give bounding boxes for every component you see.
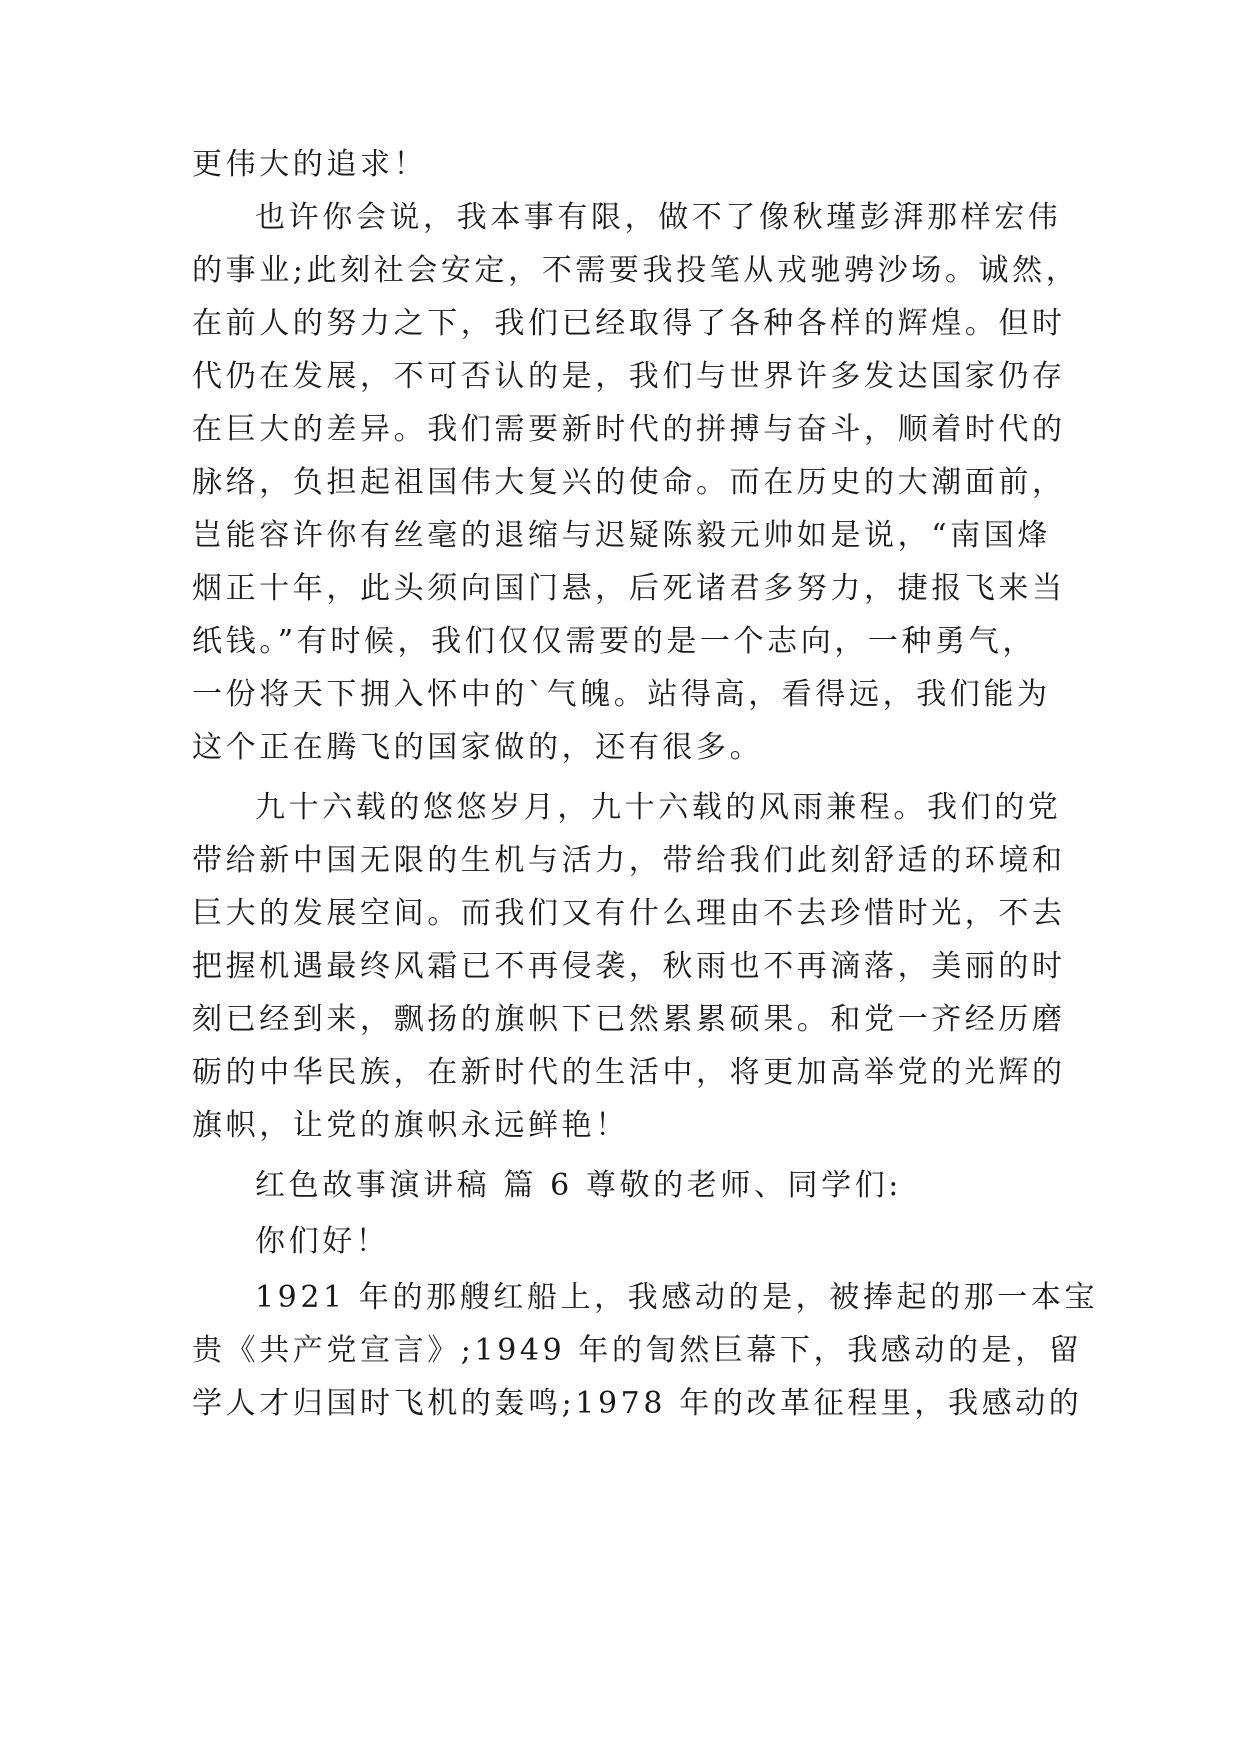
paragraph-start-line: 也许你会说，我本事有限，做不了像秋瑾彭湃那样宏伟 bbox=[255, 200, 1062, 235]
text-line: 纸钱。”有时候，我们仅仅需要的是一个志向，一种勇气， bbox=[192, 624, 1036, 659]
text-line: 在巨大的差异。我们需要新时代的拼搏与奋斗，顺着时代的 bbox=[192, 412, 1066, 447]
text-line: 学人才归国时飞机的轰鸣;1978 年的改革征程里，我感动的 bbox=[192, 1386, 1083, 1421]
text-line: 刻已经到来，飘扬的旗帜下已然累累硕果。和党一齐经历磨 bbox=[192, 1002, 1066, 1037]
text-line: 把握机遇最终风霜已不再侵袭，秋雨也不再滴落，美丽的时 bbox=[192, 949, 1066, 984]
text-line: 烟正十年，此头须向国门悬，后死诸君多努力，捷报飞来当 bbox=[192, 571, 1066, 606]
text-line: 在前人的努力之下，我们已经取得了各种各样的辉煌。但时 bbox=[192, 306, 1066, 341]
text-line: 巨大的发展空间。而我们又有什么理由不去珍惜时光，不去 bbox=[192, 896, 1066, 931]
text-line: 岂能容许你有丝毫的退缩与迟疑陈毅元帅如是说，“南国烽 bbox=[192, 518, 1051, 553]
text-line: 贵《共产党宣言》;1949 年的訇然巨幕下，我感动的是，留 bbox=[192, 1333, 1083, 1368]
greeting-line: 你们好！ bbox=[255, 1224, 390, 1259]
paragraph-start-line: 九十六载的悠悠岁月，九十六载的风雨兼程。我们的党 bbox=[255, 790, 1062, 825]
text-line: 的事业;此刻社会安定，不需要我投笔从戎驰骋沙场。诚然， bbox=[192, 253, 1080, 288]
text-line: 一份将天下拥入怀中的`气魄。站得高，看得远，我们能为 bbox=[192, 677, 1051, 712]
text-line: 代仍在发展，不可否认的是，我们与世界许多发达国家仍存 bbox=[192, 359, 1066, 394]
text-line: 更伟大的追求！ bbox=[192, 147, 428, 182]
section-heading: 红色故事演讲稿 篇 6 尊敬的老师、同学们: bbox=[255, 1168, 903, 1203]
text-line: 这个正在腾飞的国家做的，还有很多。 bbox=[192, 730, 764, 765]
text-line: 旗帜，让党的旗帜永远鲜艳！ bbox=[192, 1108, 629, 1143]
paragraph-start-line: 1921 年的那艘红船上，我感动的是，被捧起的那一本宝 bbox=[255, 1280, 1099, 1315]
text-line: 砺的中华民族，在新时代的生活中，将更加高举党的光辉的 bbox=[192, 1055, 1066, 1090]
text-line: 脉络，负担起祖国伟大复兴的使命。而在历史的大潮面前， bbox=[192, 465, 1066, 500]
text-line: 带给新中国无限的生机与活力，带给我们此刻舒适的环境和 bbox=[192, 843, 1066, 878]
